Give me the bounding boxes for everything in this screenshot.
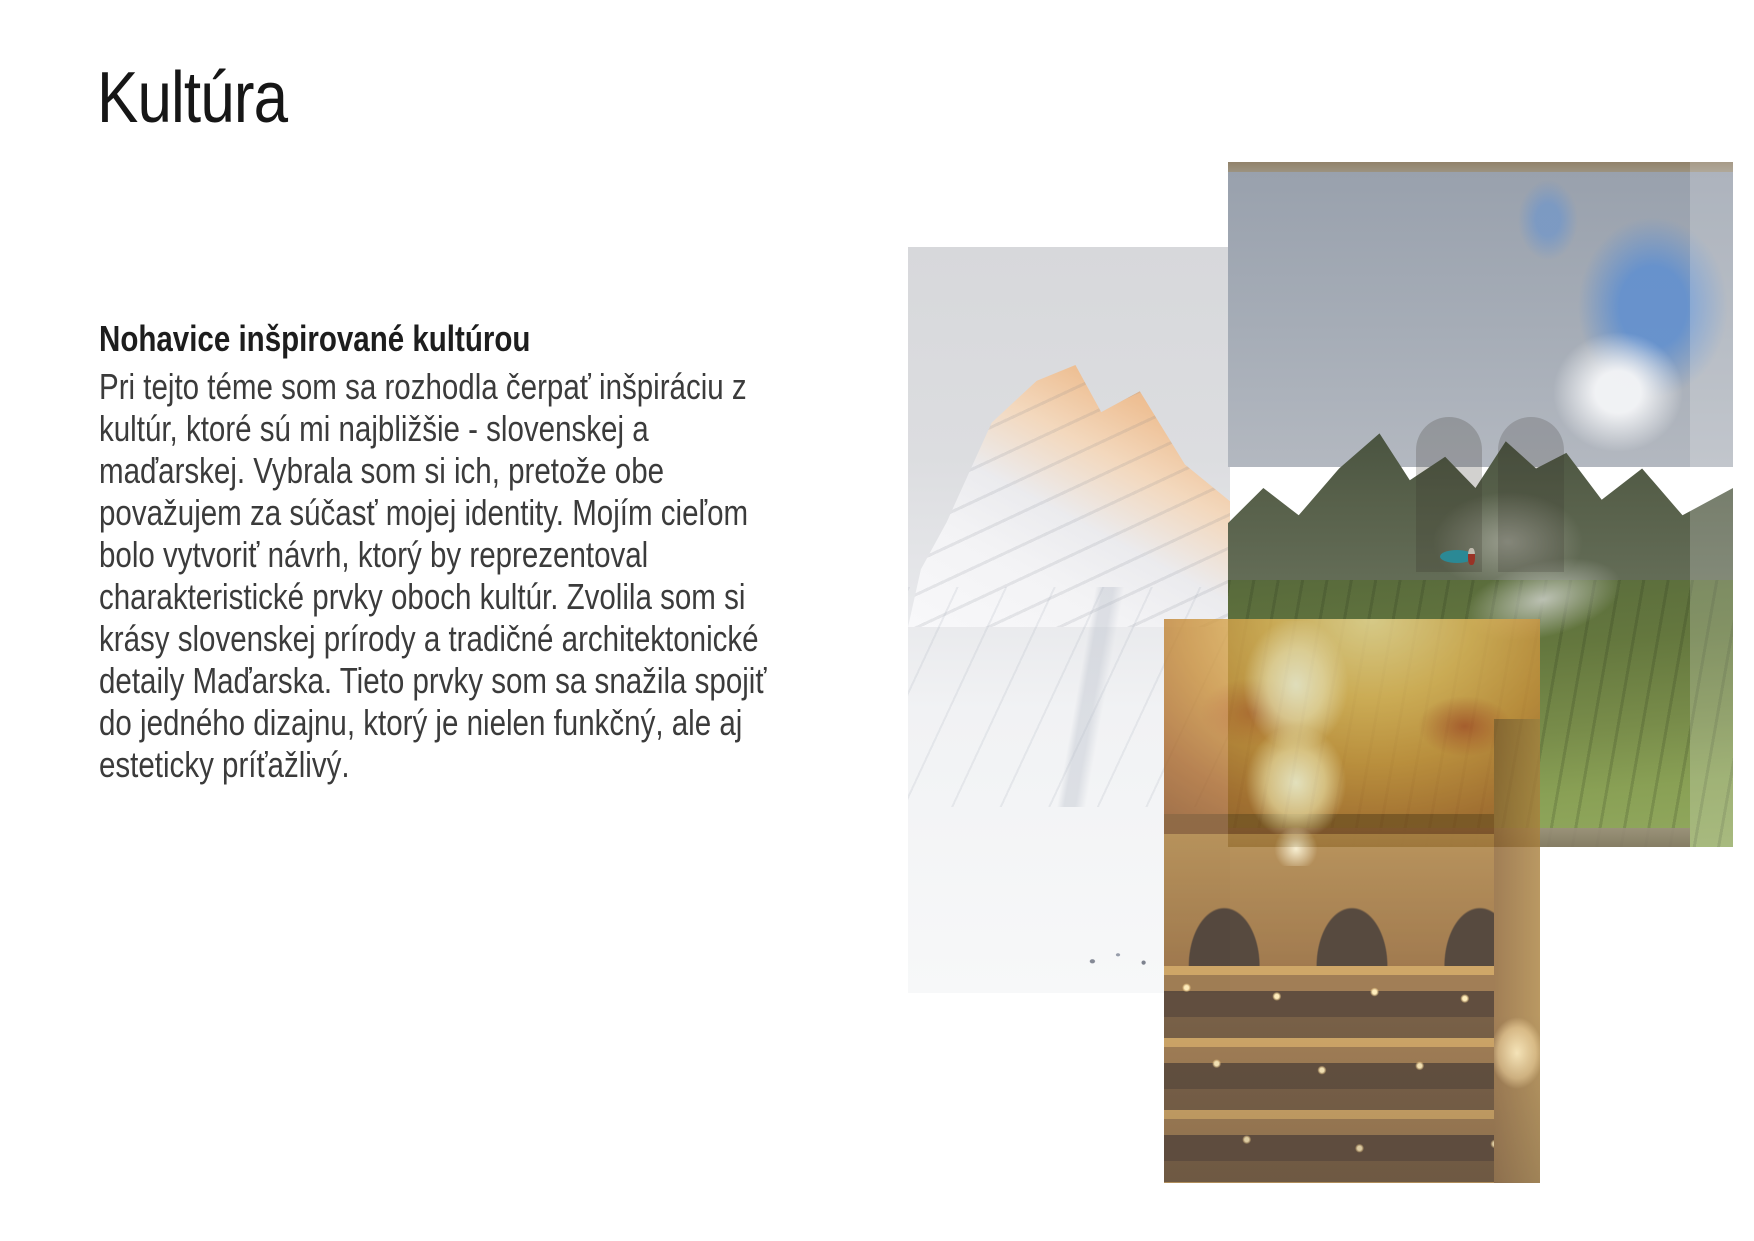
article-line: považujem za súčasť mojej identity. Mojím cieľom — [99, 492, 749, 533]
article-line: krásy slovenskej prírody a tradičné architektonické — [99, 618, 759, 659]
opera-vignette — [1164, 619, 1540, 1183]
page-title: Kultúra — [97, 58, 288, 138]
article-line: maďarskej. Vybrala som si ich, pretože obe — [99, 450, 665, 491]
article-line: do jedného dizajnu, ktorý je nielen funkčný, ale aj — [99, 702, 743, 743]
article-line: detaily Maďarska. Tieto prvky som sa snažila spojiť — [99, 660, 767, 701]
article-line: esteticky príťažlivý. — [99, 744, 350, 785]
article-line: Pri tejto téme som sa rozhodla čerpať inšpiráciu z — [99, 366, 747, 407]
tatra-right-overlay-strip — [1690, 162, 1733, 847]
ghost-arch-left — [1416, 417, 1482, 572]
article-text-block — [99, 318, 903, 786]
article-line: bolo vytvoriť návrh, ktorý by reprezentoval — [99, 534, 649, 575]
tatra-white-cloud — [1553, 332, 1683, 452]
article-line: charakteristické prvky oboch kultúr. Zvolila som si — [99, 576, 746, 617]
opera-house-photo — [1164, 619, 1540, 1183]
tatra-blue-sky-patch-small — [1518, 180, 1578, 260]
article-line: kultúr, ktoré sú mi najbližšie - slovenskej a — [99, 408, 649, 449]
ghost-arch-right — [1498, 417, 1564, 572]
article-heading: Nohavice inšpirované kultúrou — [99, 318, 531, 359]
snow-rock-specks — [1078, 947, 1158, 973]
